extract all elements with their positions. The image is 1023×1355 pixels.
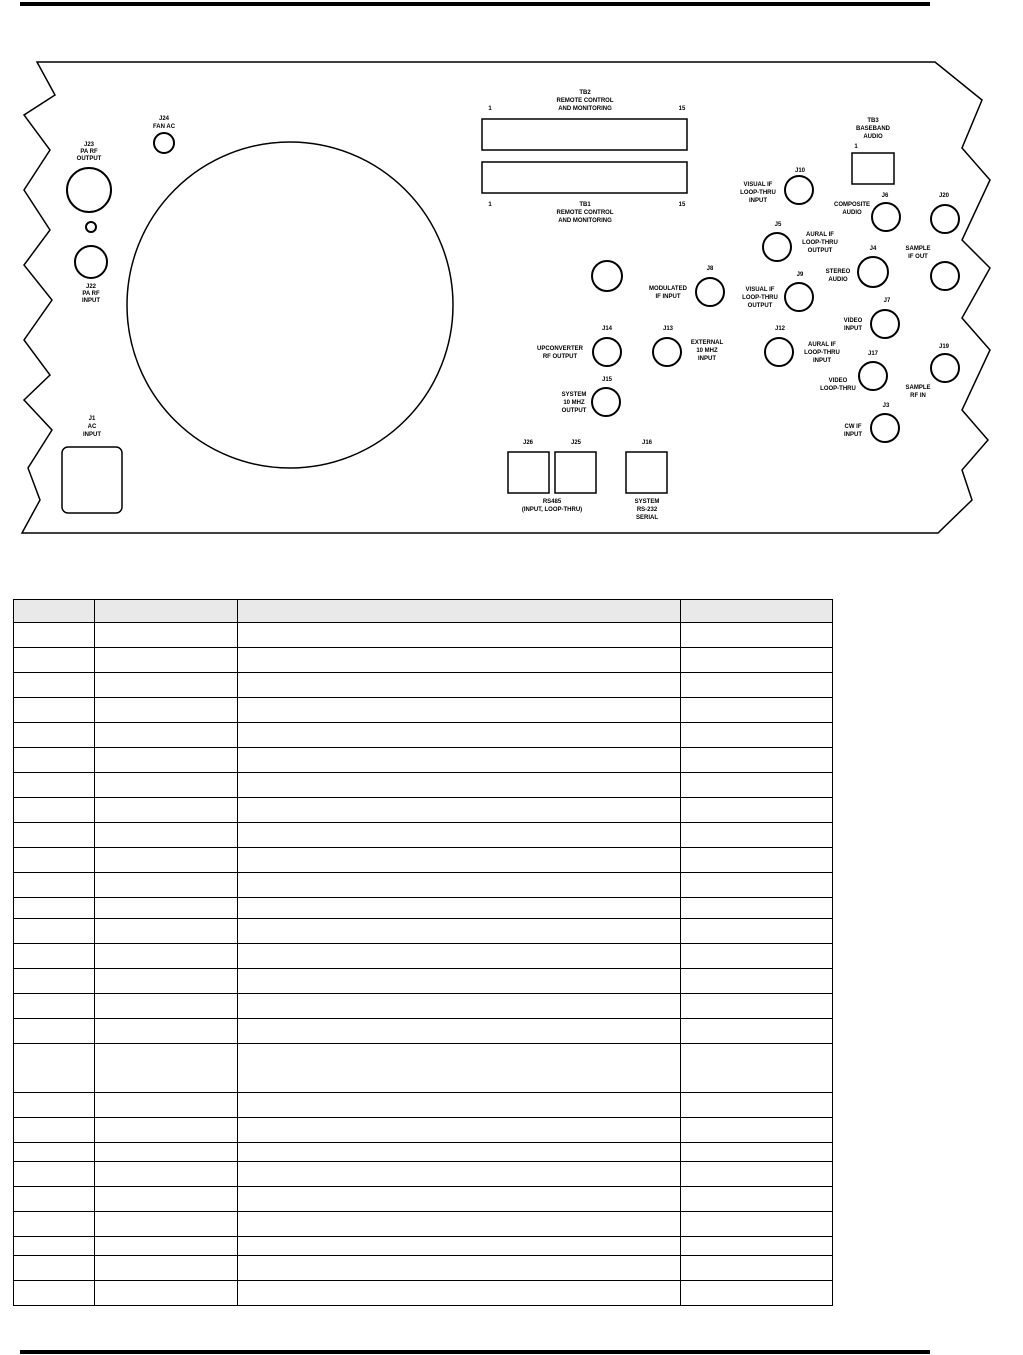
table-cell	[95, 723, 238, 748]
external-10mhz-input-label: EXTERNAL	[690, 340, 724, 346]
table-cell	[681, 1019, 833, 1044]
table-cell	[14, 748, 95, 773]
table-row	[14, 1187, 833, 1212]
j5-label: J5	[774, 222, 782, 228]
table-cell	[14, 969, 95, 994]
table-cell	[95, 798, 238, 823]
table-cell	[14, 698, 95, 723]
table-cell	[238, 1187, 681, 1212]
j8-connector[interactable]	[696, 278, 724, 306]
j9-connector[interactable]	[785, 283, 813, 311]
table-cell	[95, 648, 238, 673]
table-cell	[681, 1143, 833, 1162]
j22-label-b: PA RF	[82, 291, 100, 297]
table-cell	[14, 873, 95, 898]
rs485-label-b: (INPUT, LOOP-THRU)	[521, 507, 583, 513]
table-cell	[95, 919, 238, 944]
table-row	[14, 873, 833, 898]
table-cell	[95, 623, 238, 648]
fan-opening	[127, 142, 453, 468]
table-cell	[681, 994, 833, 1019]
system-rs232-label-c: SERIAL	[635, 515, 659, 521]
composite-audio-label: COMPOSITE	[833, 202, 871, 208]
table-cell	[681, 873, 833, 898]
aural-if-input-label-c: INPUT	[813, 358, 831, 364]
table-cell	[14, 944, 95, 969]
table-cell	[681, 919, 833, 944]
table-cell	[238, 919, 681, 944]
j17-label: J17	[867, 351, 879, 357]
table-cell	[238, 1143, 681, 1162]
table-cell	[238, 798, 681, 823]
table-cell	[238, 648, 681, 673]
table-cell	[238, 1044, 681, 1093]
upconverter-rf-output-label: UPCONVERTER	[536, 346, 584, 352]
j4-label: J4	[869, 246, 877, 252]
table-cell	[238, 944, 681, 969]
table-header-cell	[14, 600, 95, 623]
j1-label-b: AC	[87, 424, 97, 430]
j19-connector[interactable]	[931, 354, 959, 382]
table-cell	[681, 1237, 833, 1256]
table-row	[14, 823, 833, 848]
tb2-label-c: AND MONITORING	[558, 106, 612, 112]
j3-label: J3	[882, 403, 890, 409]
table-cell	[14, 994, 95, 1019]
j14-connector[interactable]	[593, 338, 621, 366]
table-cell	[681, 1118, 833, 1143]
table-cell	[95, 848, 238, 873]
table-header-row	[14, 600, 833, 623]
table-cell	[238, 848, 681, 873]
table-cell	[681, 969, 833, 994]
sample-if-out-connector[interactable]	[931, 262, 959, 290]
table-cell	[238, 1212, 681, 1237]
table-cell	[238, 773, 681, 798]
tb2-label-b: REMOTE CONTROL	[556, 98, 614, 104]
j22-label: J22	[85, 284, 97, 290]
table-cell	[14, 1093, 95, 1118]
table-row	[14, 623, 833, 648]
table-cell	[95, 1162, 238, 1187]
table-row	[14, 994, 833, 1019]
j1-ac-input-connector[interactable]	[62, 447, 122, 513]
tb3-terminal-block[interactable]	[852, 153, 894, 184]
system-10mhz-output-label: SYSTEM	[561, 392, 587, 398]
j25-rs485-port[interactable]	[555, 452, 596, 493]
video-loop-thru-label: VIDEO	[828, 378, 848, 384]
visual-if-input-label: VISUAL IF	[743, 182, 773, 188]
video-input-label-b: INPUT	[844, 326, 862, 332]
table-cell	[14, 848, 95, 873]
j26-rs485-port[interactable]	[508, 452, 549, 493]
table-cell	[681, 848, 833, 873]
visual-if-input-label-b: LOOP-THRU	[740, 190, 776, 196]
table-cell	[238, 723, 681, 748]
table-row	[14, 1044, 833, 1093]
table-cell	[681, 898, 833, 919]
j22-label-c: INPUT	[82, 298, 100, 304]
table-row	[14, 898, 833, 919]
tb3-pin: 1	[854, 144, 858, 150]
table-cell	[238, 969, 681, 994]
system-rs232-label-b: RS-232	[636, 507, 658, 513]
j7-label: J7	[883, 298, 891, 304]
table-cell	[681, 798, 833, 823]
sample-rf-in-label: SAMPLE	[905, 385, 931, 391]
table-cell	[95, 1019, 238, 1044]
video-input-label: VIDEO	[843, 318, 863, 324]
table-cell	[681, 1162, 833, 1187]
table-row	[14, 1162, 833, 1187]
table-row	[14, 698, 833, 723]
table-cell	[14, 1237, 95, 1256]
table-cell	[681, 1044, 833, 1093]
table-cell	[681, 1212, 833, 1237]
table-cell	[95, 1237, 238, 1256]
visual-if-output-label-b: LOOP-THRU	[742, 295, 778, 301]
table-cell	[681, 673, 833, 698]
table-cell	[238, 1162, 681, 1187]
table-cell	[14, 1256, 95, 1281]
composite-audio-label-b: AUDIO	[842, 210, 862, 216]
table-cell	[238, 1118, 681, 1143]
table-cell	[14, 1212, 95, 1237]
tb1-label-b: REMOTE CONTROL	[556, 210, 614, 216]
tb2-pin-right: 15	[678, 106, 686, 112]
table-cell	[681, 944, 833, 969]
table-header-cell	[238, 600, 681, 623]
table-cell	[95, 944, 238, 969]
table-row	[14, 1143, 833, 1162]
table-cell	[14, 1187, 95, 1212]
table-row	[14, 1281, 833, 1306]
cw-if-input-label-b: INPUT	[844, 432, 862, 438]
table-row	[14, 969, 833, 994]
table-cell	[14, 1281, 95, 1306]
table-cell	[681, 1281, 833, 1306]
tb2-terminal-block[interactable]	[482, 119, 687, 150]
j16-rs232-port[interactable]	[626, 452, 667, 493]
upconverter-rf-output-label-b: RF OUTPUT	[542, 354, 578, 360]
table-cell	[238, 823, 681, 848]
table-cell	[681, 698, 833, 723]
j15-label: J15	[601, 377, 613, 383]
table-body	[14, 623, 833, 1306]
bottom-rule	[20, 1350, 930, 1354]
external-10mhz-input-label-c: INPUT	[698, 356, 716, 362]
j19-label: J19	[938, 344, 950, 350]
table-row	[14, 1118, 833, 1143]
j22-pa-rf-input-connector[interactable]	[75, 246, 107, 278]
table-cell	[95, 1256, 238, 1281]
aural-if-output-label: AURAL IF	[806, 232, 834, 238]
j23-label-c: OUTPUT	[76, 156, 102, 162]
tb3-label-c: AUDIO	[863, 134, 883, 140]
j5-connector[interactable]	[763, 233, 791, 261]
tb1-pin-right: 15	[678, 202, 686, 208]
table-row	[14, 798, 833, 823]
table-cell	[238, 698, 681, 723]
aural-if-output-label-c: OUTPUT	[807, 248, 833, 254]
visual-if-output-label: VISUAL IF	[745, 287, 775, 293]
table-row	[14, 673, 833, 698]
table-cell	[95, 773, 238, 798]
table-cell	[95, 994, 238, 1019]
table-cell	[681, 1093, 833, 1118]
table-cell	[681, 623, 833, 648]
table-cell	[14, 823, 95, 848]
table-cell	[681, 648, 833, 673]
table-cell	[95, 1187, 238, 1212]
table-cell	[14, 773, 95, 798]
table-cell	[95, 1044, 238, 1093]
table-cell	[681, 748, 833, 773]
unlabeled-connector[interactable]	[592, 261, 622, 291]
table-cell	[238, 1256, 681, 1281]
modulated-if-input-label: MODULATED	[649, 286, 687, 292]
table-cell	[95, 1093, 238, 1118]
stereo-audio-label: STEREO	[825, 269, 851, 275]
connector-table	[13, 599, 833, 1306]
tb3-label: TB3	[867, 118, 879, 124]
table-row	[14, 723, 833, 748]
table-cell	[14, 1143, 95, 1162]
sample-if-out-label: SAMPLE	[905, 246, 931, 252]
table-cell	[238, 1281, 681, 1306]
table-cell	[238, 748, 681, 773]
j8-label: J8	[706, 266, 714, 272]
tb1-pin-left: 1	[488, 202, 492, 208]
table-cell	[14, 898, 95, 919]
j24-sub-label: FAN AC	[152, 124, 176, 130]
modulated-if-input-label-b: IF INPUT	[655, 294, 681, 300]
table-row	[14, 1019, 833, 1044]
system-rs232-label: SYSTEM	[634, 499, 660, 505]
j23-pa-rf-output-connector[interactable]	[67, 168, 111, 212]
indicator-hole	[86, 222, 96, 232]
table-cell	[14, 623, 95, 648]
cw-if-input-label: CW IF	[844, 424, 862, 430]
system-10mhz-output-label-c: OUTPUT	[561, 408, 587, 414]
j12-connector[interactable]	[765, 338, 793, 366]
table-row	[14, 944, 833, 969]
system-10mhz-output-label-b: 10 MHZ	[563, 400, 585, 406]
video-loop-thru-label-b: LOOP-THRU	[820, 386, 856, 392]
sample-if-out-label-b: IF OUT	[908, 254, 928, 260]
table-cell	[14, 1019, 95, 1044]
table-cell	[681, 723, 833, 748]
tb2-pin-left: 1	[488, 106, 492, 112]
stereo-audio-label-b: AUDIO	[828, 277, 848, 283]
table-cell	[14, 798, 95, 823]
j1-label: J1	[88, 416, 96, 422]
j24-fan-ac-connector[interactable]	[154, 133, 174, 153]
j1-label-c: INPUT	[83, 432, 101, 438]
j26-label: J26	[522, 440, 534, 446]
table-row	[14, 1237, 833, 1256]
j25-label: J25	[570, 440, 582, 446]
sample-rf-in-label-b: RF IN	[910, 393, 926, 399]
table-cell	[95, 873, 238, 898]
table-cell	[95, 1212, 238, 1237]
table-header-cell	[95, 600, 238, 623]
table-cell	[238, 673, 681, 698]
table-cell	[238, 994, 681, 1019]
table-cell	[681, 773, 833, 798]
j12-label: J12	[774, 326, 786, 332]
table-cell	[14, 1118, 95, 1143]
j17-connector[interactable]	[859, 362, 887, 390]
j15-connector[interactable]	[592, 388, 620, 416]
j4-connector[interactable]	[858, 257, 888, 287]
table-row	[14, 1212, 833, 1237]
j14-label: J14	[601, 326, 613, 332]
j16-label: J16	[641, 440, 653, 446]
table-cell	[95, 673, 238, 698]
j13-connector[interactable]	[653, 338, 681, 366]
table-header-cell	[681, 600, 833, 623]
tb2-label: TB2	[579, 90, 591, 96]
table-cell	[238, 623, 681, 648]
table-cell	[95, 1143, 238, 1162]
table-cell	[681, 1187, 833, 1212]
table-cell	[14, 1162, 95, 1187]
table-cell	[238, 898, 681, 919]
table-row	[14, 919, 833, 944]
aural-if-input-label-b: LOOP-THRU	[804, 350, 840, 356]
table-cell	[14, 723, 95, 748]
j10-connector[interactable]	[785, 176, 813, 204]
rear-panel-diagram	[0, 0, 1023, 560]
j10-label: J10	[794, 168, 806, 174]
tb1-label: TB1	[579, 202, 591, 208]
tb1-label-c: AND MONITORING	[558, 218, 612, 224]
j6-label: J6	[881, 193, 889, 199]
table-cell	[238, 1093, 681, 1118]
j23-label: J23	[83, 142, 95, 148]
table-row	[14, 848, 833, 873]
table-row	[14, 648, 833, 673]
table-cell	[681, 1256, 833, 1281]
visual-if-input-label-c: INPUT	[749, 198, 767, 204]
j20-connector[interactable]	[931, 205, 959, 233]
external-10mhz-input-label-b: 10 MHZ	[696, 348, 718, 354]
table-cell	[14, 919, 95, 944]
j3-connector[interactable]	[871, 414, 899, 442]
tb3-label-b: BASEBAND	[855, 126, 891, 132]
j7-connector[interactable]	[871, 310, 899, 338]
j9-label: J9	[796, 272, 804, 278]
table-cell	[238, 873, 681, 898]
table-cell	[14, 1044, 95, 1093]
table-cell	[95, 823, 238, 848]
table-cell	[14, 648, 95, 673]
rs485-label: RS485	[542, 499, 562, 505]
j6-connector[interactable]	[872, 203, 900, 231]
table-cell	[238, 1019, 681, 1044]
j20-label: J20	[938, 193, 950, 199]
table-cell	[95, 1281, 238, 1306]
table-cell	[95, 898, 238, 919]
table-cell	[95, 748, 238, 773]
j13-label: J13	[662, 326, 674, 332]
table-cell	[95, 1118, 238, 1143]
tb1-terminal-block[interactable]	[482, 162, 687, 193]
aural-if-output-label-b: LOOP-THRU	[802, 240, 838, 246]
visual-if-output-label-c: OUTPUT	[747, 303, 773, 309]
j24-label: J24	[158, 116, 170, 122]
table-cell	[681, 823, 833, 848]
table-cell	[95, 969, 238, 994]
j23-label-b: PA RF	[80, 149, 98, 155]
table-row	[14, 1256, 833, 1281]
table-cell	[14, 673, 95, 698]
table-row	[14, 748, 833, 773]
table-row	[14, 1093, 833, 1118]
aural-if-input-label: AURAL IF	[808, 342, 836, 348]
table-cell	[95, 698, 238, 723]
table-cell	[238, 1237, 681, 1256]
table-row	[14, 773, 833, 798]
